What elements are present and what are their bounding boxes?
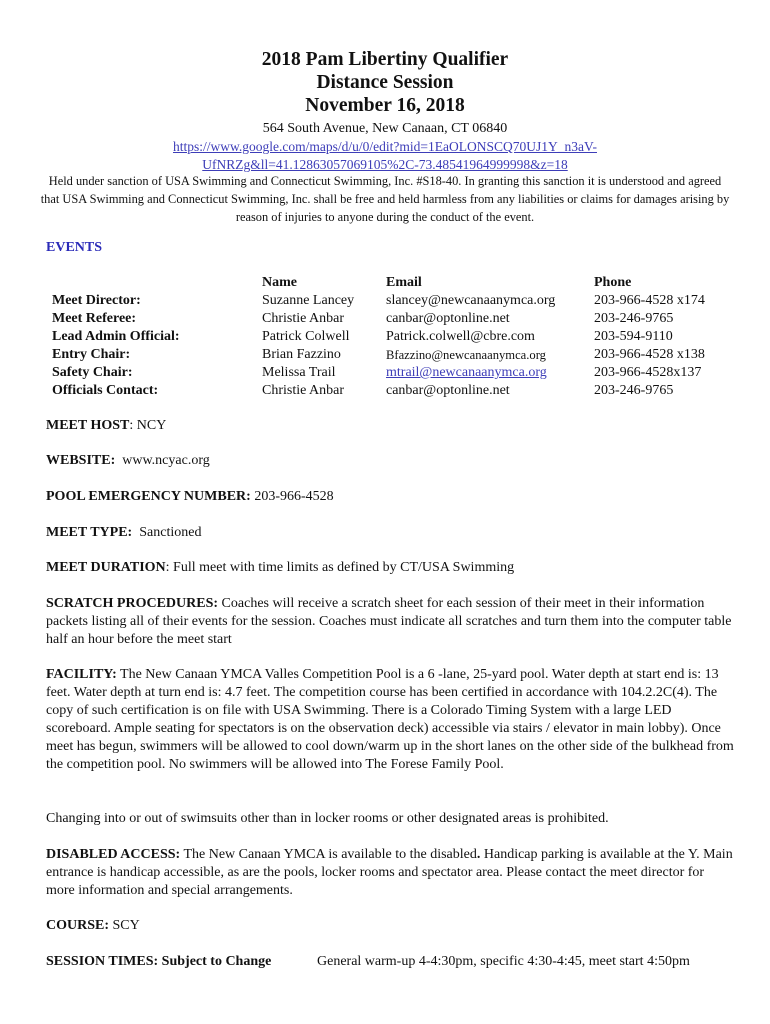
disabled-access-section (46, 846, 736, 900)
scratch-procedures-label: SCRATCH PROCEDURES: (46, 596, 219, 611)
meet-duration-value: : Full meet with time limits as defined by CT/USA Swimming (165, 560, 515, 575)
meet-host-value: : NCY (129, 418, 167, 433)
sanction-statement: Held under sanction of USA Swimming and Connecticut Swimming, Inc. #S18-40. In granting this sanction it is understood and agreed that USA Swimming and Connecticut Swimming, Inc. shall be free and held harmless from any liabilities or claims for damages arising by reason of injuries to anyone during the conduct of the event. (40, 174, 730, 224)
role-safety-chair: Safety Chair: (52, 365, 133, 380)
contact-email: slancey@newcanaanymca.org (386, 293, 556, 308)
website-value: www.ncyac.org (115, 453, 210, 468)
session-title: Distance Session (316, 72, 454, 93)
contact-phone: 203-594-9110 (594, 329, 673, 344)
meet-duration-label: MEET DURATION (46, 560, 166, 575)
contact-name: Brian Fazzino (262, 347, 341, 362)
course-label: COURSE: (46, 918, 110, 933)
contact-name: Suzanne Lancey (262, 293, 355, 308)
map-link-line-1[interactable]: https://www.google.com/maps/d/u/0/edit?mid=1EaOLONSCQ70UJ1Y_n3aV- (173, 139, 597, 154)
contact-phone: 203-966-4528x137 (594, 365, 702, 380)
meet-title: 2018 Pam Libertiny Qualifier (261, 49, 509, 70)
role-lead-admin: Lead Admin Official: (52, 329, 180, 344)
scratch-procedures-text: Coaches will receive a scratch sheet for each session of their meet in their information packets listing all of their events for the session. Coaches must indicate all scratches and turn them into the computer table half an hour before the meet start (46, 596, 732, 647)
map-link-line-2[interactable]: UfNRZg&ll=41.12863057069105%2C-73.48541964999998&z=18 (202, 157, 568, 172)
contact-phone: 203-966-4528 x138 (594, 347, 705, 362)
role-meet-director: Meet Director: (52, 293, 141, 308)
phone-column-header: Phone (594, 275, 632, 290)
contact-phone: 203-246-9765 (594, 311, 674, 326)
pool-emergency-section (46, 488, 736, 506)
meet-type-label: MEET TYPE: (46, 525, 133, 540)
disabled-access-text-a: The New Canaan YMCA is available to the disabled (180, 847, 477, 862)
pool-emergency-value: 203-966-4528 (250, 489, 334, 504)
contact-phone: 203-966-4528 x174 (594, 293, 705, 308)
contact-name: Patrick Colwell (262, 329, 350, 344)
email-column (386, 274, 555, 400)
changing-rule: Changing into or out of swimsuits other than in locker rooms or other designated areas is prohibited. (46, 811, 609, 826)
course-value: SCY (109, 918, 140, 933)
facility-section (46, 666, 736, 774)
meet-duration-section (46, 559, 736, 577)
role-officials-contact: Officials Contact: (52, 383, 159, 398)
contact-email: Bfazzino@newcanaanymca.org (386, 348, 546, 362)
disabled-access-label: DISABLED ACCESS: (46, 847, 181, 862)
meet-address: 564 South Avenue, New Canaan, CT 06840 (262, 121, 508, 136)
course-section (46, 917, 736, 935)
phone-column (594, 274, 705, 400)
contact-name: Christie Anbar (262, 383, 345, 398)
role-entry-chair: Entry Chair: (52, 347, 131, 362)
contact-name: Melissa Trail (262, 365, 336, 380)
role-meet-referee: Meet Referee: (52, 311, 137, 326)
contact-name: Christie Anbar (262, 311, 345, 326)
website-label: WEBSITE: (46, 453, 116, 468)
meet-date: November 16, 2018 (305, 95, 465, 116)
website-section (46, 452, 736, 470)
role-column (52, 292, 180, 400)
facility-label: FACILITY: (46, 667, 117, 682)
contact-email: canbar@optonline.net (386, 383, 510, 398)
session-times-value: General warm-up 4-4:30pm, specific 4:30-4:45, meet start 4:50pm (317, 954, 690, 969)
disabled-access-dot: . (476, 847, 481, 862)
meet-host-section (46, 417, 736, 435)
document-header (0, 48, 770, 174)
session-times-label: SESSION TIMES: Subject to Change (46, 954, 272, 969)
disabled-access-text-b: Handicap parking is available at the Y. Main entrance is handicap accessible, as are the pools, locker rooms and spectator area. Please contact the meet director for more information and special arrangements. (46, 847, 733, 898)
name-column (262, 274, 354, 400)
events-heading: EVENTS (46, 240, 103, 255)
contact-phone: 203-246-9765 (594, 383, 674, 398)
name-column-header: Name (262, 275, 297, 290)
contact-email: Patrick.colwell@cbre.com (386, 329, 535, 344)
scratch-procedures-section (46, 595, 736, 649)
meet-type-value: Sanctioned (132, 525, 202, 540)
facility-text: The New Canaan YMCA Valles Competition Pool is a 6 -lane, 25-yard pool. Water depth at start end is: 13 feet. Water depth at turn end is: 4.7 feet. The competition course has been certified in accordance with 104.2.2C(4). The copy of such certification is on file with USA Swimming. There is a Colorado Timing System with a large LED scoreboard. Ample seating for spectators is on the observation deck) accessible via stairs / elevator in main lobby). Once meet has begun, swimmers will be allowed to cool down/warm up in the short lanes on the other side of the bulkhead from the competition pool. No swimmers will be allowed into The Forese Family Pool. (46, 667, 734, 772)
meet-host-label: MEET HOST (46, 418, 130, 433)
contact-email-link[interactable]: mtrail@newcanaanymca.org (386, 365, 547, 380)
contact-email: canbar@optonline.net (386, 311, 510, 326)
email-column-header: Email (386, 275, 422, 290)
meet-type-section (46, 524, 736, 542)
pool-emergency-label: POOL EMERGENCY NUMBER: (46, 489, 251, 504)
